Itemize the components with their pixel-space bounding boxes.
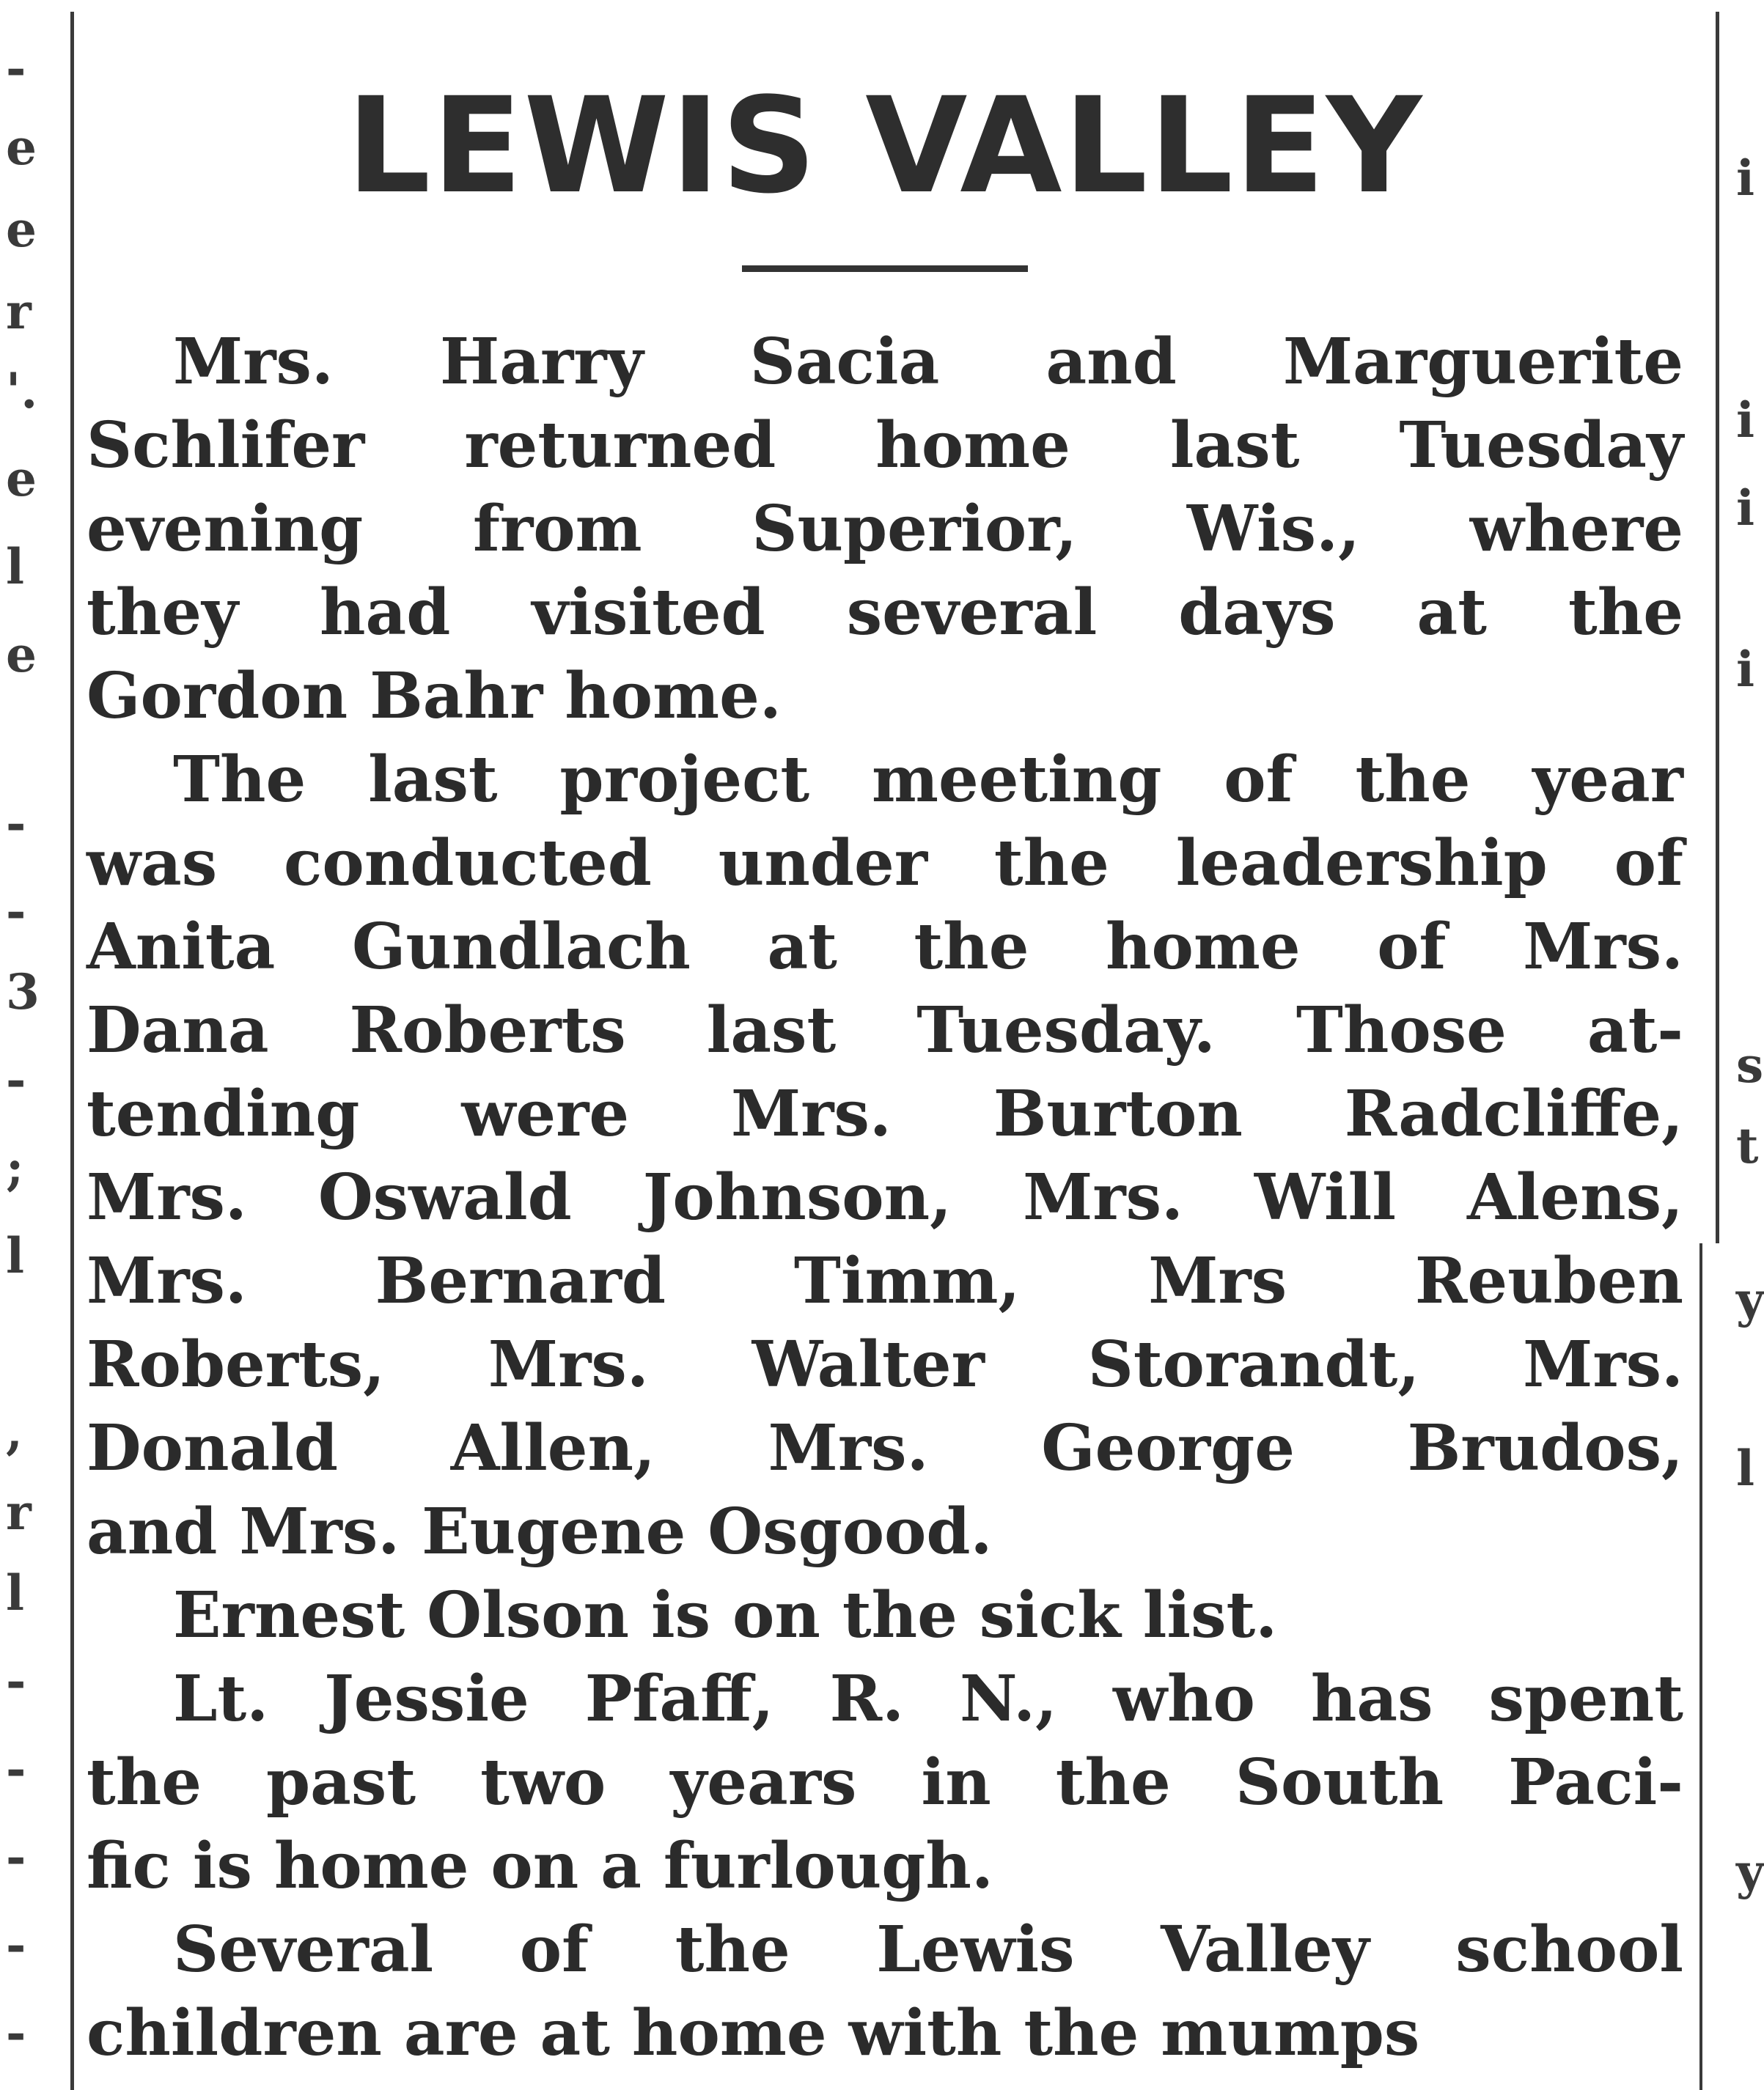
right-fragment: t xyxy=(1736,1117,1759,1174)
left-fragment: r xyxy=(6,1484,32,1541)
left-fragment: r xyxy=(6,283,32,340)
left-fragment: - xyxy=(6,1740,26,1798)
left-fragment: 3 xyxy=(6,963,40,1020)
text-line: Roberts, Mrs. Walter Storandt, Mrs. xyxy=(87,1328,1683,1402)
right-fragment: i xyxy=(1736,391,1755,449)
paragraph-4 xyxy=(87,1657,1683,1908)
left-fragment: - xyxy=(6,883,26,940)
text-line: the past two years in the South Paci- xyxy=(87,1745,1683,1819)
text-line: The last project meeting of the year xyxy=(173,743,1683,817)
text-line: they had visited several days at the xyxy=(87,575,1683,650)
left-fragment: e xyxy=(6,119,37,176)
text-line: Several of the Lewis Valley school xyxy=(173,1913,1683,1987)
text-line: Lt. Jessie Pfaff, R. N., who has spent xyxy=(173,1662,1683,1736)
left-fragment: l xyxy=(6,1564,25,1622)
text-line: Mrs. Oswald Johnson, Mrs. Will Alens, xyxy=(87,1160,1683,1235)
right-fragment: i xyxy=(1736,479,1755,537)
text-line: Anita Gundlach at the home of Mrs. xyxy=(87,910,1683,984)
headline-divider xyxy=(742,265,1028,272)
text-line: was conducted under the leadership of xyxy=(87,826,1683,900)
left-fragment: ; xyxy=(6,1139,24,1196)
text-line: Donald Allen, Mrs. George Brudos, xyxy=(87,1411,1683,1485)
left-fragment: '. xyxy=(6,362,38,419)
text-line: fic is home on a furlough. xyxy=(87,1829,993,1903)
text-line: Mrs. Bernard Timm, Mrs Reuben xyxy=(87,1244,1683,1318)
text-line: Gordon Bahr home. xyxy=(87,659,782,733)
left-fragment: e xyxy=(6,201,37,258)
right-fragment: i xyxy=(1736,150,1755,207)
right-fragment: i xyxy=(1736,641,1755,698)
text-line: evening from Superior, Wis., where xyxy=(87,492,1683,566)
text-line: Mrs. Harry Sacia and Marguerite xyxy=(173,325,1683,399)
article xyxy=(87,65,1683,2075)
left-fragment: l xyxy=(6,1227,25,1284)
right-fragment: s xyxy=(1736,1037,1764,1094)
right-column-rule-lower xyxy=(1699,1243,1702,2090)
paragraph-1 xyxy=(87,320,1683,738)
text-line: and Mrs. Eugene Osgood. xyxy=(87,1495,993,1569)
headline: LEWIS VALLEY xyxy=(346,70,1424,223)
text-line: tending were Mrs. Burton Radcliffe, xyxy=(87,1077,1683,1151)
left-fragment: - xyxy=(6,2004,26,2061)
left-column-rule xyxy=(70,12,74,2090)
left-fragment: , xyxy=(6,1403,23,1460)
text-line: Ernest Olson is on the sick list. xyxy=(173,1578,1278,1652)
paragraph-3 xyxy=(87,1574,1683,1657)
left-fragment: e xyxy=(6,450,37,507)
right-fragment: y xyxy=(1736,1843,1764,1900)
text-line: children are at home with the mumps xyxy=(87,1996,1420,2070)
paragraph-2 xyxy=(87,738,1683,1574)
left-fragment: l xyxy=(6,538,25,595)
left-fragment: - xyxy=(6,1652,26,1710)
left-fragment: - xyxy=(6,795,26,852)
left-fragment: - xyxy=(6,1828,26,1885)
left-fragment: e xyxy=(6,626,37,683)
text-line: Schlifer returned home last Tuesday xyxy=(87,408,1683,482)
left-fragment: - xyxy=(6,1051,26,1108)
text-line: Dana Roberts last Tuesday. Those at- xyxy=(87,993,1683,1067)
right-fragment: y xyxy=(1736,1271,1764,1328)
right-fragment: l xyxy=(1736,1440,1755,1497)
right-column-rule xyxy=(1716,12,1719,1243)
left-fragment: - xyxy=(6,1916,26,1973)
left-fragment: - xyxy=(6,40,26,97)
paragraph-5 xyxy=(87,1908,1683,2075)
